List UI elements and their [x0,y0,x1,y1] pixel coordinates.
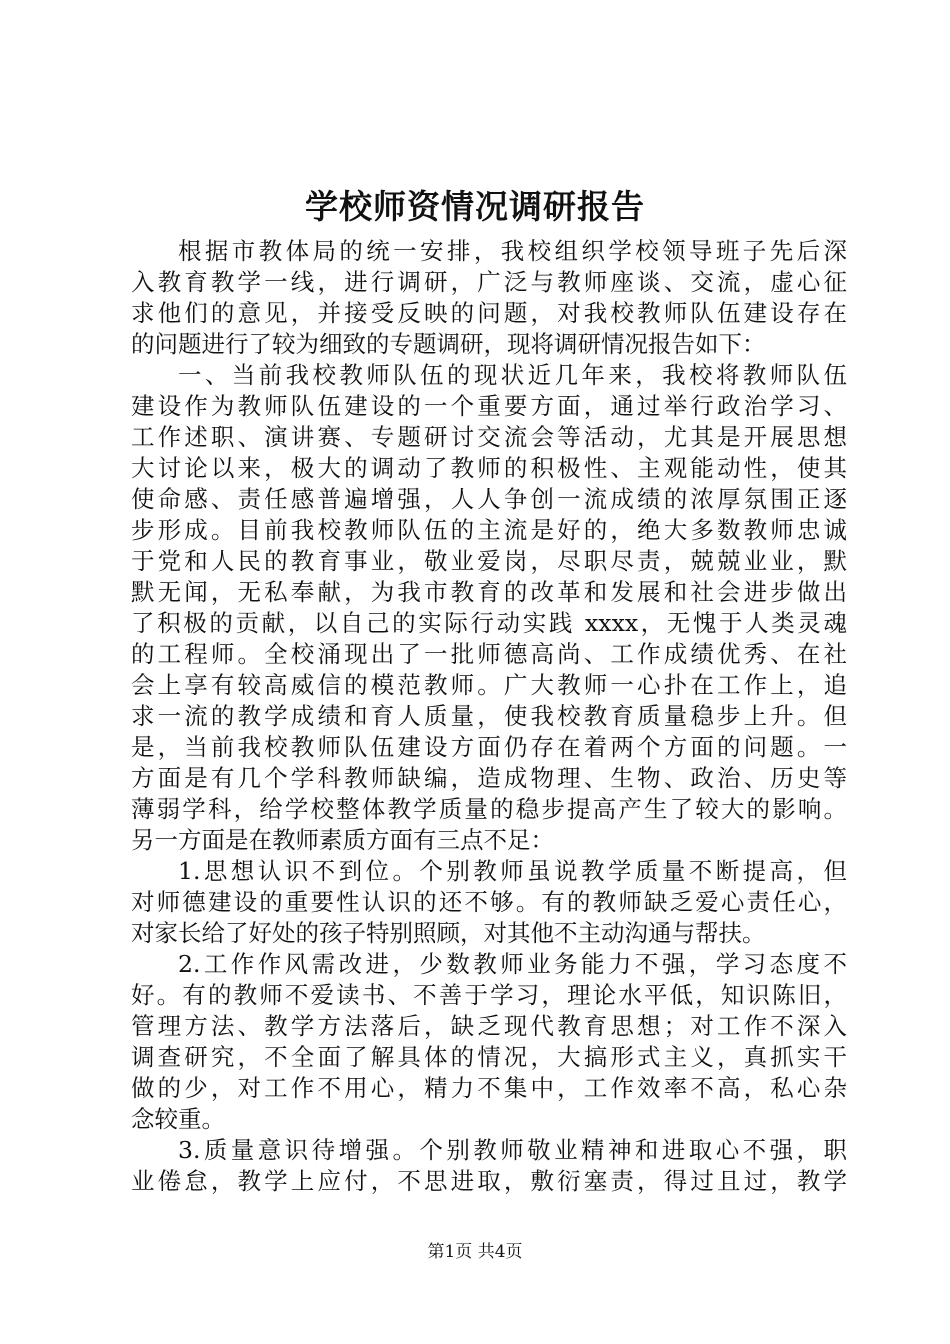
body-text-line: 对家长给了好处的孩子特别照顾，对其他不主动沟通与帮扶。 [131,919,766,947]
body-text-line: 一、当前我校教师队伍的现状近几年来，我校将教师队伍 [178,361,847,389]
body-text-line: 大讨论以来，极大的调动了教师的积极性、主观能动性，使其 [131,454,847,482]
body-text-line: 做的少，对工作不用心，精力不集中，工作效率不高，私心杂 [131,1074,847,1102]
body-text-line: 对师德建设的重要性认识的还不够。有的教师缺乏爱心责任心， [131,888,847,916]
body-text-line: 入教育教学一线，进行调研，广泛与教师座谈、交流，虚心征 [131,268,847,296]
body-text-line: 1.思想认识不到位。个别教师虽说教学质量不断提高，但 [178,857,847,885]
body-text-line: 于党和人民的教育事业，敬业爱岗，尽职尽责，兢兢业业，默 [131,547,847,575]
body-text-line: 2.工作作风需改进，少数教师业务能力不强，学习态度不 [178,950,847,978]
body-text-line: 3.质量意识待增强。个别教师敬业精神和进取心不强，职 [178,1136,847,1164]
body-text-line: 了积极的贡献，以自己的实际行动实践 xxxx，无愧于人类灵魂 [131,609,847,637]
body-text-line: 步形成。目前我校教师队伍的主流是好的，绝大多数教师忠诚 [131,516,847,544]
body-text-line: 求他们的意见，并接受反映的问题，对我校教师队伍建设存在 [131,299,847,327]
body-text-line: 业倦怠，教学上应付，不思进取，敷衍塞责，得过且过，教学 [131,1167,847,1195]
body-text-line: 建设作为教师队伍建设的一个重要方面，通过举行政治学习、 [131,392,847,420]
body-text-line: 会上享有较高威信的模范教师。广大教师一心扑在工作上，追 [131,671,847,699]
page-footer: 第1页 共4页 [427,1242,523,1262]
document-body [131,236,847,1197]
body-text-line: 根据市教体局的统一安排，我校组织学校领导班子先后深 [178,237,847,265]
body-text-line: 默无闻，无私奉献，为我市教育的改革和发展和社会进步做出 [131,578,847,606]
document-title: 学校师资情况调研报告 [305,187,645,226]
body-text-line: 念较重。 [131,1105,225,1133]
body-text-line: 使命感、责任感普遍增强，人人争创一流成绩的浓厚氛围正逐 [131,485,847,513]
body-text-line: 好。有的教师不爱读书、不善于学习，理论水平低，知识陈旧， [131,981,847,1009]
body-text-line: 求一流的教学成绩和育人质量，使我校教育质量稳步上升。但 [131,702,847,730]
body-text-line: 的问题进行了较为细致的专题调研，现将调研情况报告如下： [131,330,766,358]
body-text-line: 工作述职、演讲赛、专题研讨交流会等活动，尤其是开展思想 [131,423,847,451]
body-text-line: 另一方面是在教师素质方面有三点不足： [131,826,554,854]
body-text-line: 管理方法、教学方法落后，缺乏现代教育思想；对工作不深入 [131,1012,847,1040]
body-text-line: 薄弱学科，给学校整体教学质量的稳步提高产生了较大的影响。 [131,795,847,823]
body-text-line: 调查研究，不全面了解具体的情况，大搞形式主义，真抓实干 [131,1043,847,1071]
body-text-line: 是，当前我校教师队伍建设方面仍存在着两个方面的问题。一 [131,733,847,761]
body-text-line: 的工程师。全校涌现出了一批师德高尚、工作成绩优秀、在社 [131,640,847,668]
body-text-line: 方面是有几个学科教师缺编，造成物理、生物、政治、历史等 [131,764,847,792]
